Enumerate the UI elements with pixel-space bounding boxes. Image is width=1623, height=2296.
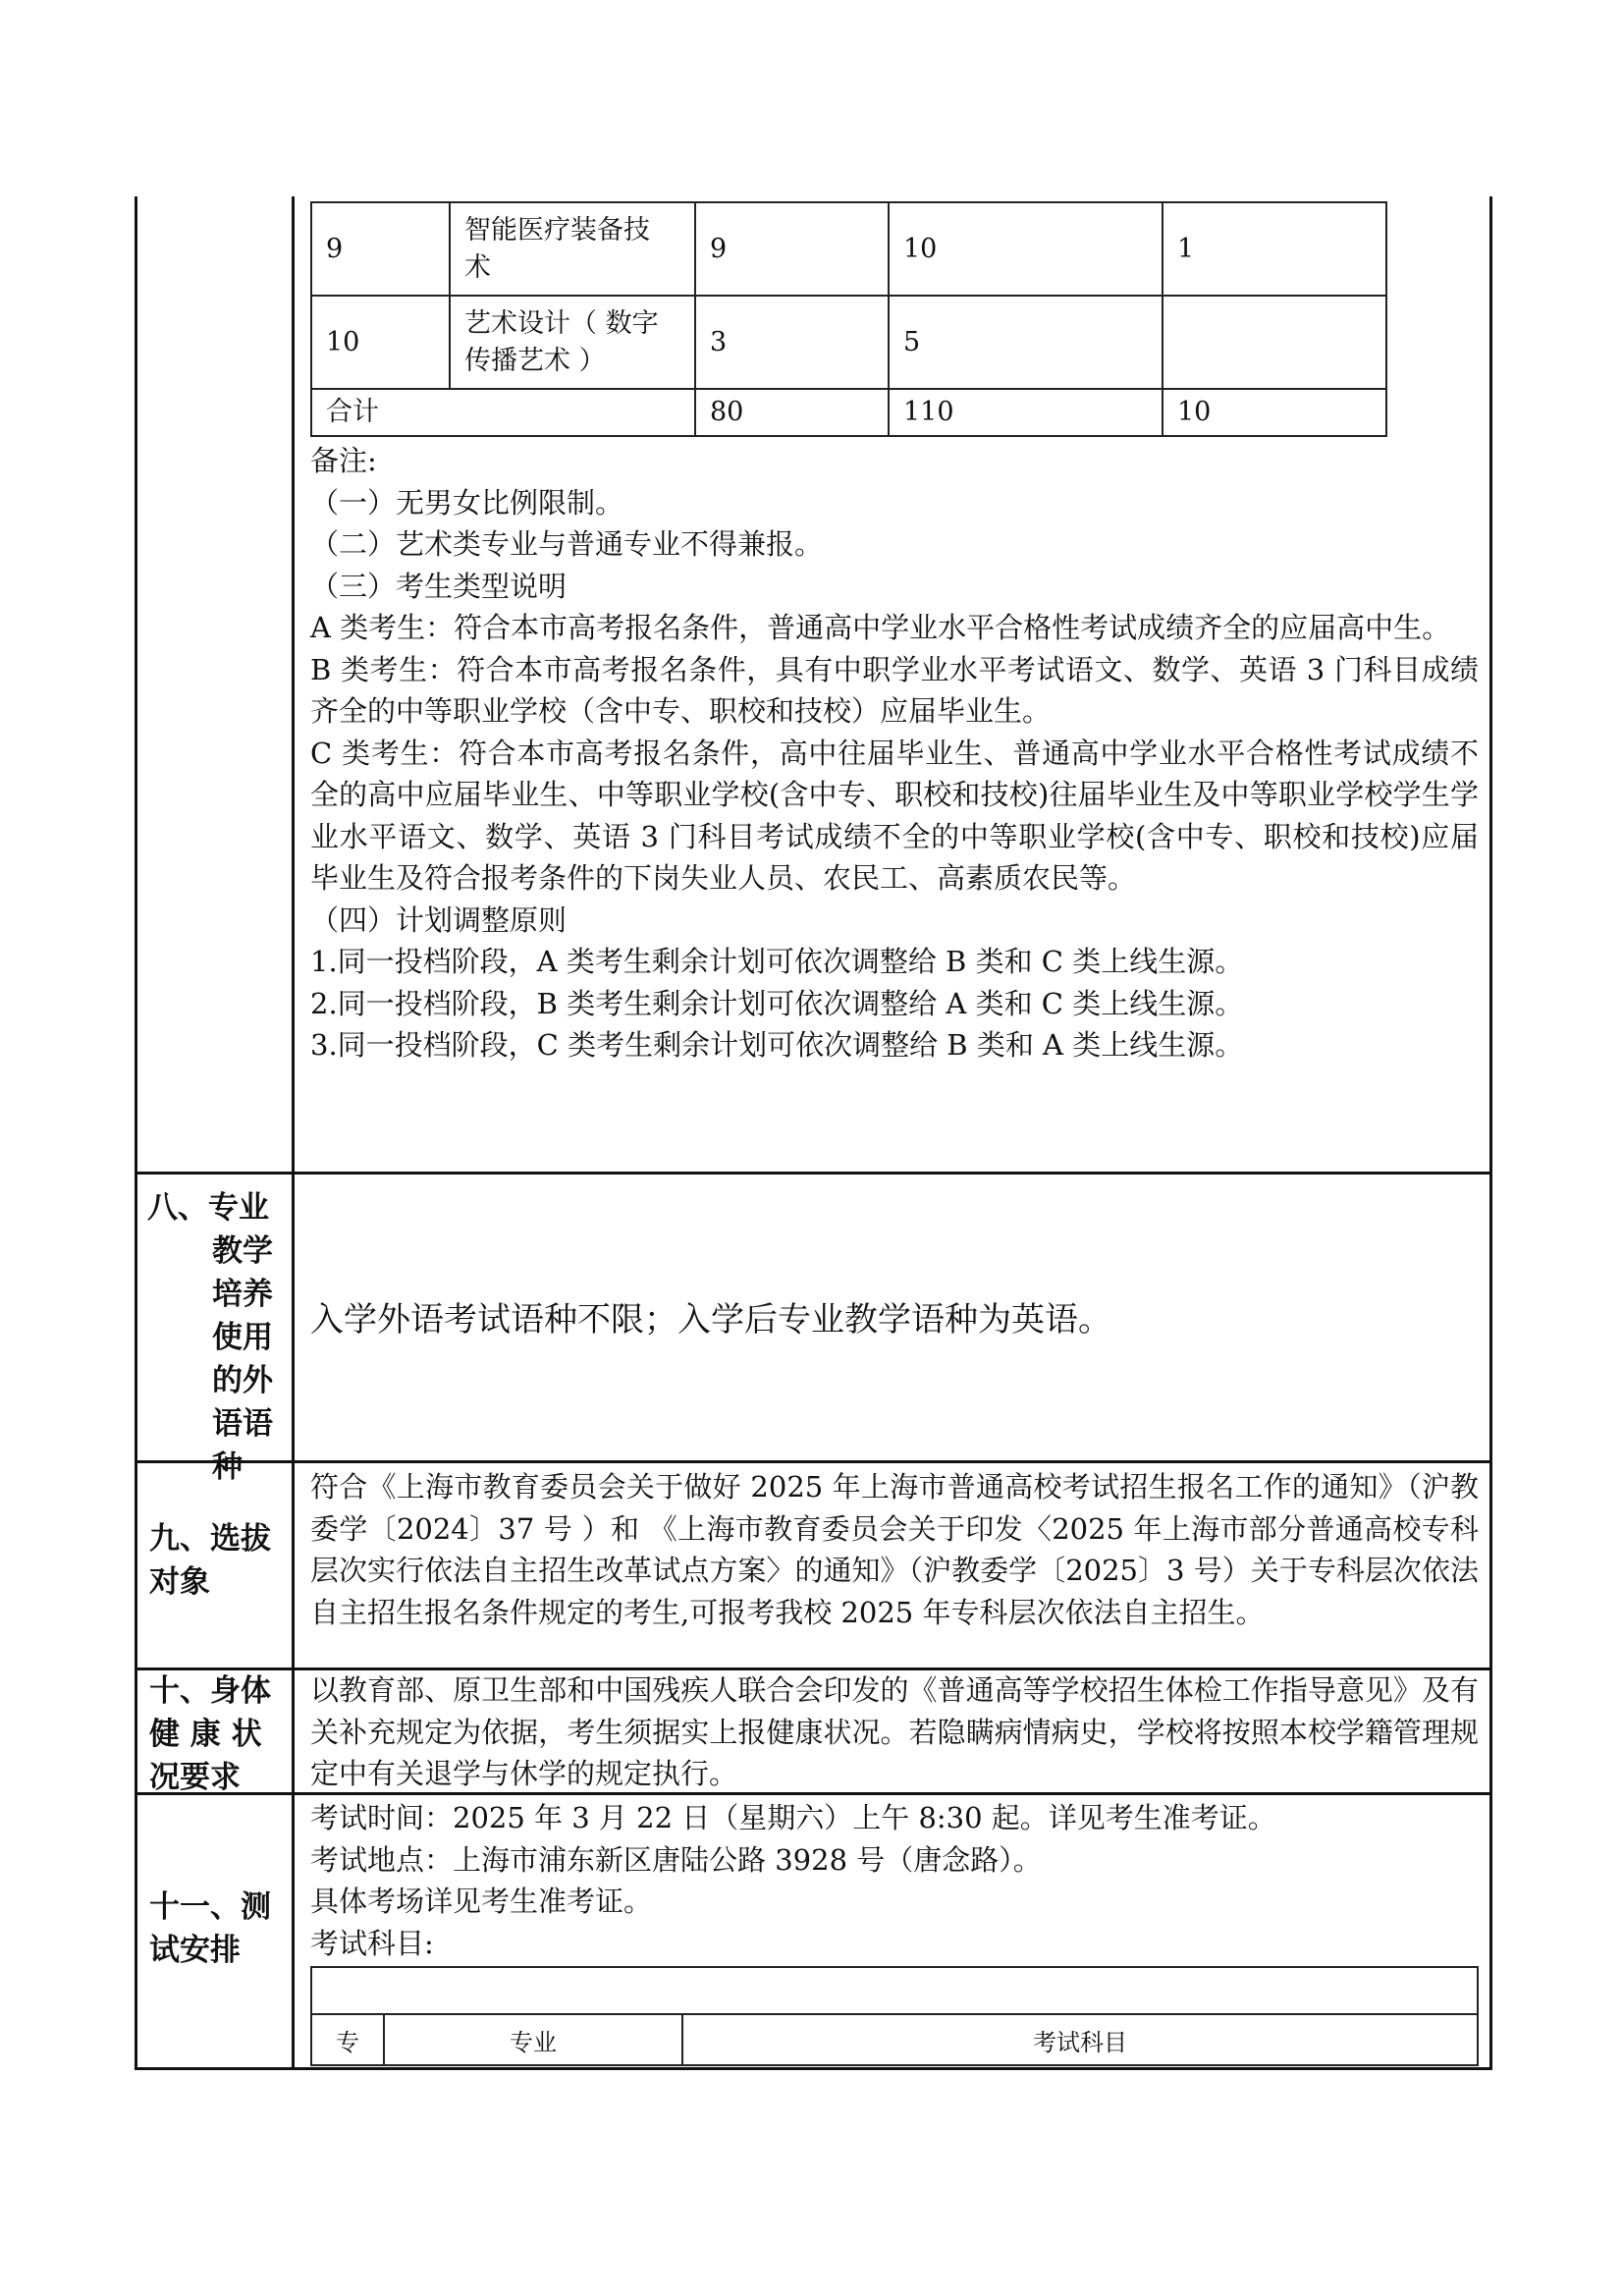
exam-table-col2: 专业 — [384, 2014, 682, 2065]
note-item: A 类考生：符合本市高考报名条件，普通高中学业水平合格性考试成绩齐全的应届高中生。 — [310, 611, 1451, 644]
section11-label: 十一、测 试安排 — [149, 1889, 271, 1968]
quota-a: 3 — [695, 296, 889, 389]
row-divider-8 — [135, 1172, 1492, 1175]
note-item: 3.同一投档阶段，C 类考生剩余计划可依次调整给 B 类和 A 类上线生源。 — [310, 1028, 1244, 1062]
section11-content — [310, 1797, 1479, 1964]
note-item: （四）计划调整原则 — [310, 902, 568, 937]
outer-bottom-border — [135, 2067, 1492, 2070]
section8-content: 入学外语考试语种不限；入学后专业教学语种为英语。 — [310, 1300, 1111, 1339]
table-row — [311, 296, 1386, 389]
notes-block — [310, 440, 1479, 1066]
exam-table-col3: 考试科目 — [682, 2014, 1478, 2065]
section9-content: 符合《上海市教育委员会关于做好 2025 年上海市普通高校考试招生报名工作的通知》（沪教委学〔2024〕37 号 ）和 《上海市教育委员会关于印发〈2025 年上海市部分普通高校专科层次实行依法自主招生改革试点方案〉的通知》（沪教委学〔2025〕3 号）关于专科层次依法自主招生报名条件规定的考生,可报考我校 2025 年专科层次依法自主招生。 — [310, 1470, 1479, 1629]
row-divider-9 — [135, 1460, 1492, 1463]
row-number: 10 — [311, 296, 450, 389]
note-item: （二）艺术类专业与普通专业不得兼报。 — [310, 527, 824, 561]
quota-c: 1 — [1163, 202, 1386, 296]
row-number: 9 — [311, 202, 450, 296]
exam-subjects-heading: 考试科目: — [310, 1926, 434, 1960]
note-item: 1.同一投档阶段，A 类考生剩余计划可依次调整给 B 类和 C 类上线生源。 — [310, 945, 1244, 978]
note-item: B 类考生：符合本市高考报名条件，具有中职学业水平考试语文、数学、英语 3 门科目成绩齐全的中等职业学校（含中专、职校和技校）应届毕业生。 — [310, 652, 1479, 728]
column-divider — [292, 196, 295, 2070]
note-item: （一）无男女比例限制。 — [310, 485, 624, 519]
note-item: C 类考生：符合本市高考报名条件，高中往届毕业生、普通高中学业水平合格性考试成绩不全的高中应届毕业生、中等职业学校(含中专、职校和技校)往届毕业生及中等职业学校学生学业水平语文、数学、英语 3 门科目考试成绩不全的中等职业学校(含中专、职校和技校)应届毕业生及符合报考条件的下岗失业人员、农民工、高素质农民等。 — [310, 736, 1479, 895]
total-b: 110 — [889, 389, 1163, 436]
major-name: 智能医疗装备技 术 — [450, 202, 695, 296]
table-row — [311, 202, 1386, 296]
exam-table-blank-row — [311, 1967, 1478, 2014]
note-item: （三）考生类型说明 — [310, 569, 568, 603]
quota-c — [1163, 296, 1386, 389]
total-label: 合计 — [311, 389, 695, 436]
outer-right-border — [1489, 196, 1492, 2070]
quota-b: 5 — [889, 296, 1163, 389]
total-row — [311, 389, 1386, 436]
notes-heading: 备注: — [310, 444, 377, 477]
section10-label: 十、身体 健 康 状 况要求 — [149, 1673, 271, 1795]
section9-label: 九、选拔 对象 — [149, 1521, 271, 1600]
section8-label: 八、专业 教学 培养 使用 的外 语语 种 — [147, 1190, 273, 1485]
note-item: 2.同一投档阶段，B 类考生剩余计划可依次调整给 A 类和 C 类上线生源。 — [310, 986, 1244, 1020]
exam-time: 考试时间：2025 年 3 月 22 日（星期六）上午 8:30 起。详见考生准考证。 — [310, 1801, 1276, 1834]
quota-b: 10 — [889, 202, 1163, 296]
table-row — [311, 1967, 1478, 2014]
quota-table — [310, 201, 1387, 437]
exam-table-col1: 专 — [311, 2014, 384, 2065]
exam-location: 考试地点：上海市浦东新区唐陆公路 3928 号（唐念路）。 — [310, 1842, 1042, 1877]
total-a: 80 — [695, 389, 889, 436]
exam-subject-table — [310, 1966, 1479, 2066]
table-row — [311, 2014, 1478, 2065]
outer-left-border — [135, 196, 137, 2070]
major-name: 艺术设计（ 数字 传播艺术 ） — [450, 296, 695, 389]
exam-room-note: 具体考场详见考生准考证。 — [310, 1885, 653, 1918]
quota-a: 9 — [695, 202, 889, 296]
total-c: 10 — [1163, 389, 1386, 436]
section10-content: 以教育部、原卫生部和中国残疾人联合会印发的《普通高等学校招生体检工作指导意见》及有关补充规定为依据，考生须据实上报健康状况。若隐瞒病情病史，学校将按照本校学籍管理规定中有关退学与休学的规定执行。 — [310, 1673, 1479, 1790]
